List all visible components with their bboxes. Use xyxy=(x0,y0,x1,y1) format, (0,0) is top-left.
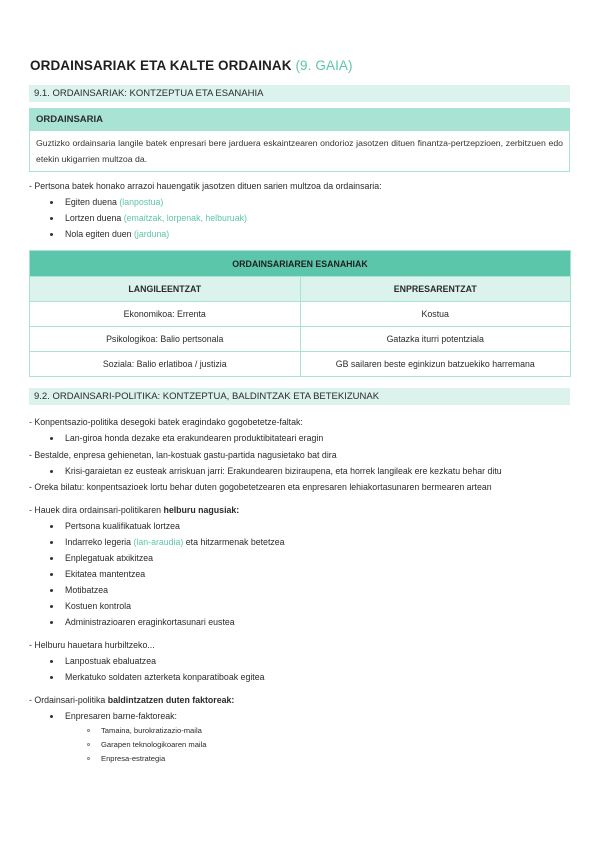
factors-lead: - Ordainsari-politika baldintzatzen duten faktoreak: xyxy=(29,695,235,705)
table-caption: ORDAINSARIAREN ESANAHIAK xyxy=(30,251,571,277)
section-header-9-2: 9.2. ORDAINSARI-POLITIKA: KONTZEPTUA, BALDINTZAK ETA BETEKIZUNAK xyxy=(29,388,570,405)
definition-text: Guztizko ordainsaria langile batek enpresari bere jarduera eskaintzearen ondorioz jasotzen dituen finantza-pertzepzioen, zerbitzuen edo etekin ukigarrien multzoa da. xyxy=(36,138,563,164)
definition-box xyxy=(29,108,570,172)
list-item: Lortzen duena (emaitzak, lorpenak, helburuak) xyxy=(65,213,247,223)
table-cell: GB sailaren beste eginkizun batzuekiko harremana xyxy=(300,352,571,377)
list-item: Indarreko legeria (lan-araudia) eta hitzarmenak betetzea xyxy=(65,537,285,547)
paragraph-line: - Bestalde, enpresa gehienetan, lan-kostuak gastu-partida nagusietako bat dira xyxy=(29,450,337,460)
paragraph-line: - Konpentsazio-politika desegoki batek eragindako gogobetetze-faltak: xyxy=(29,417,303,427)
page-title xyxy=(30,58,575,73)
column-header: ENPRESARENTZAT xyxy=(300,277,571,302)
list-item: Administrazioaren eraginkortasunari eustea xyxy=(65,617,235,627)
list-item: Egiten duena (lanpostua) xyxy=(65,197,164,207)
list-item: Merkatuko soldaten azterketa konparatiboak egitea xyxy=(65,672,265,682)
column-header: LANGILEENTZAT xyxy=(30,277,301,302)
table-row xyxy=(30,302,571,327)
list-item: Ekitatea mantentzea xyxy=(65,569,146,579)
table-row xyxy=(30,352,571,377)
table-cell: Gatazka iturri potentziala xyxy=(300,327,571,352)
paragraph-line: - Oreka bilatu: konpentsazioek lortu behar duten gogobetetzearen eta enpresaren lehiakortasunaren bermearen artean xyxy=(29,482,492,492)
table-cell: Kostua xyxy=(300,302,571,327)
sub-list-item: Garapen teknologikoaren maila xyxy=(101,740,207,749)
sub-list-item: Enpresa-estrategia xyxy=(101,754,166,763)
list-item: Enplegatuak atxikitzea xyxy=(65,553,154,563)
list-item: Kostuen kontrola xyxy=(65,601,132,611)
list-item: Lan-giroa honda dezake eta erakundearen produktibitateari eragin xyxy=(65,433,324,443)
list-item: Nola egiten duen (jarduna) xyxy=(65,229,170,239)
sub-list-item: Tamaina, burokratizazio-maila xyxy=(101,726,202,735)
table-cell: Soziala: Balio erlatiboa / justizia xyxy=(30,352,301,377)
table-cell: Ekonomikoa: Errenta xyxy=(30,302,301,327)
intro-line: - Pertsona batek honako arrazoi hauengatik jasotzen dituen sarien multzoa da ordainsaria: xyxy=(29,181,382,191)
approach-lead: - Helburu hauetara hurbiltzeko... xyxy=(29,640,155,650)
table-cell: Psikologikoa: Balio pertsonala xyxy=(30,327,301,352)
list-item: Krisi-garaietan ez eusteak arriskuan jarri: Erakundearen biziraupena, eta horrek langileak ere kezkatu behar ditu xyxy=(65,466,502,476)
title-text: ORDAINSARIAK ETA KALTE ORDAINAK xyxy=(30,58,292,73)
section-header-9-1: 9.1. ORDAINSARIAK: KONTZEPTUA ETA ESANAHIA xyxy=(29,85,570,102)
meanings-table xyxy=(29,250,571,377)
list-item: Enpresaren barne-faktoreak: xyxy=(65,711,177,721)
chapter-number: (9. GAIA) xyxy=(295,58,353,73)
goals-lead: - Hauek dira ordainsari-politikaren helburu nagusiak: xyxy=(29,505,240,515)
list-item: Lanpostuak ebaluatzea xyxy=(65,656,156,666)
list-item: Motibatzea xyxy=(65,585,109,595)
table-row xyxy=(30,327,571,352)
definition-label: ORDAINSARIA xyxy=(30,109,569,131)
list-item: Pertsona kualifikatuak lortzea xyxy=(65,521,180,531)
